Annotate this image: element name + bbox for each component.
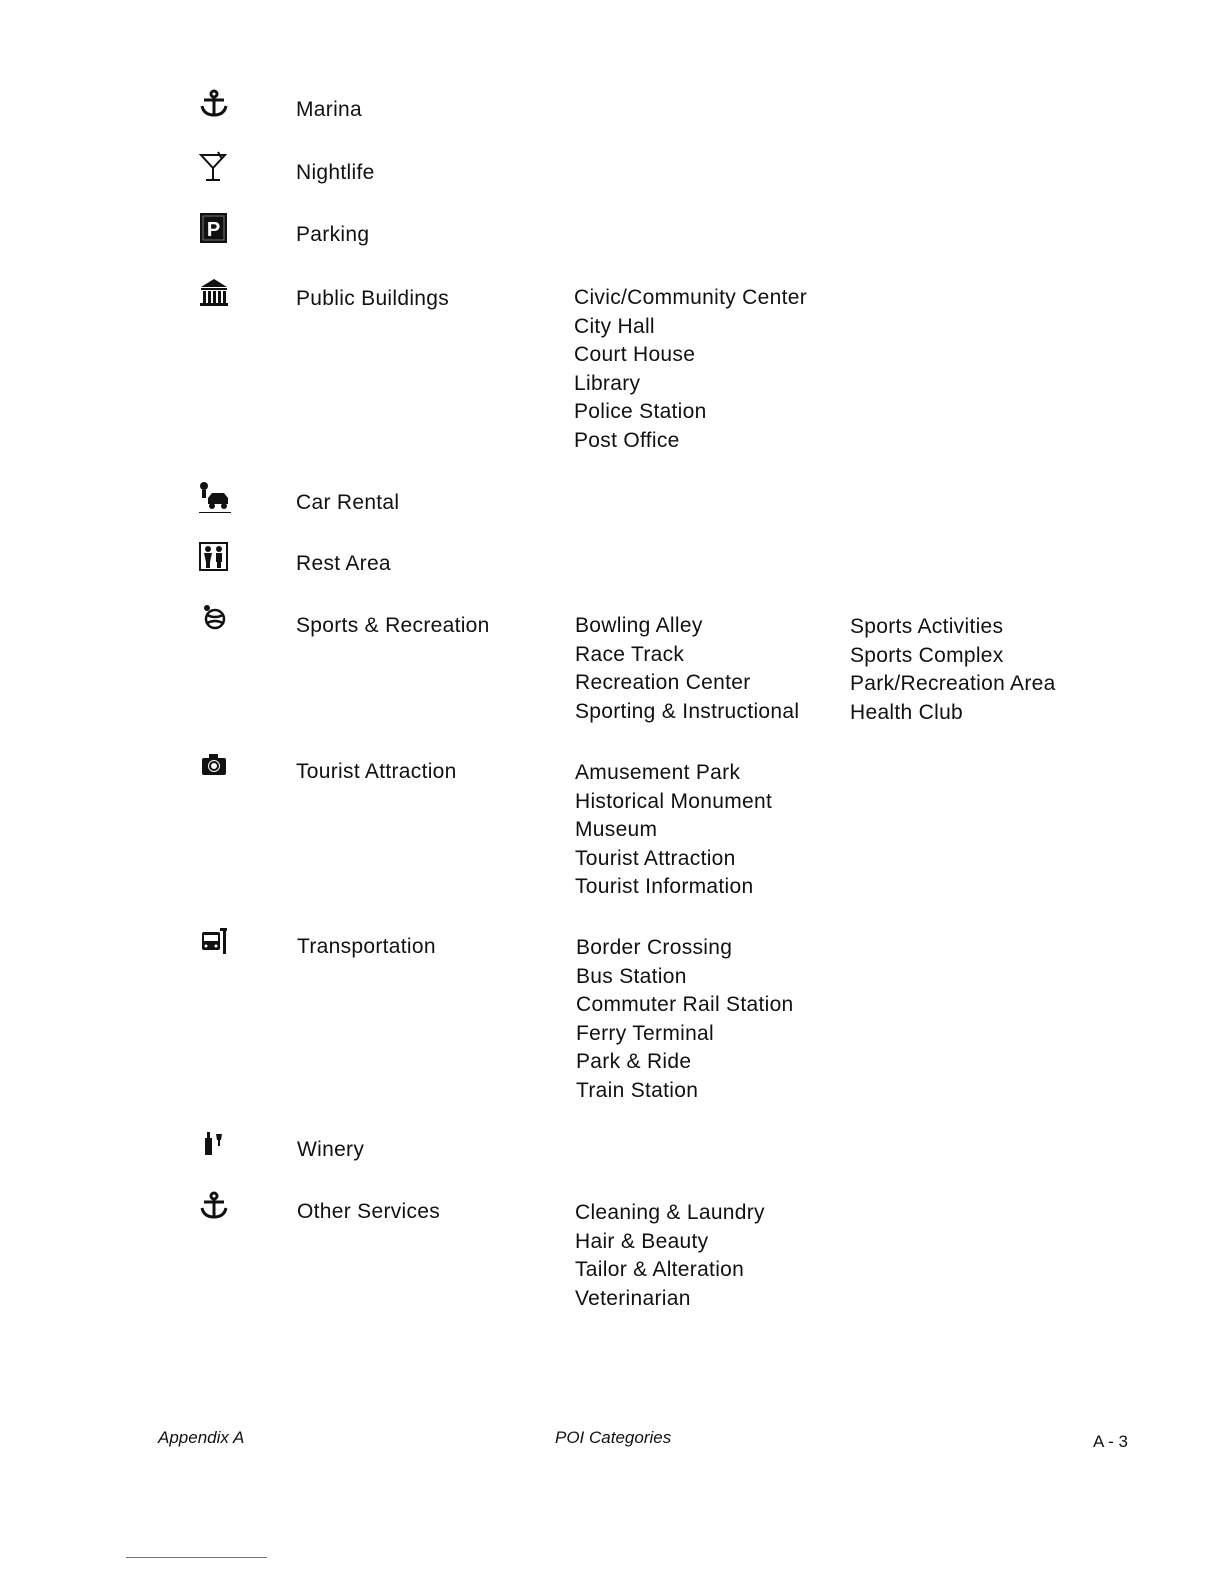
anchor-icon (196, 88, 232, 122)
category-label: Marina (296, 98, 362, 121)
rest-area-icon (196, 542, 232, 576)
subcategory-item: Bus Station (576, 964, 687, 988)
subcategory-item: City Hall (574, 314, 655, 338)
subcategory-list (576, 934, 794, 1106)
category-label: Tourist Attraction (296, 760, 457, 783)
camera-icon (196, 750, 232, 784)
footer-appendix: Appendix A (158, 1428, 245, 1447)
category-label: Other Services (297, 1200, 441, 1223)
subcategory-item: Tourist Information (575, 875, 754, 899)
subcategory-item: Recreation Center (575, 671, 751, 695)
subcategory-item: Historical Monument (575, 789, 773, 813)
subcategory-item: Border Crossing (576, 936, 733, 959)
subcategory-item: Ferry Terminal (576, 1021, 715, 1045)
subcategory-item: Sports Complex (850, 643, 1004, 667)
subcategory-item: Sporting & Instructional (575, 699, 800, 723)
subcategory-item: Health Club (850, 700, 964, 724)
subcategory-item: Post Office (574, 428, 680, 452)
category-label: Winery (297, 1138, 365, 1161)
subcategory-item: Race Track (575, 642, 685, 666)
sports-icon (196, 604, 232, 638)
car-rental-icon (196, 481, 232, 515)
bus-icon (196, 925, 232, 959)
subcategory-item: Tourist Attraction (575, 846, 736, 870)
public-building-icon (196, 277, 232, 311)
category-label: Sports & Recreation (296, 614, 490, 637)
subcategory-item: Park & Ride (576, 1050, 692, 1074)
subcategory-item: Museum (575, 818, 658, 842)
anchor-icon (196, 1190, 232, 1224)
bottom-rule (126, 1557, 267, 1558)
subcategory-item: Police Station (574, 400, 707, 424)
category-label: Car Rental (296, 491, 400, 514)
subcategory-list (575, 612, 799, 726)
category-label: Public Buildings (296, 287, 450, 310)
category-label: Transportation (297, 935, 436, 958)
footer-section-title: POI Categories (555, 1428, 672, 1447)
wine-icon (196, 1128, 232, 1162)
category-label: Nightlife (296, 161, 375, 184)
subcategory-list (575, 759, 772, 902)
subcategory-item: Amusement Park (575, 761, 741, 784)
subcategory-item: Tailor & Alteration (575, 1258, 745, 1282)
svg-text:P: P (206, 219, 221, 241)
subcategory-item: Park/Recreation Area (850, 672, 1056, 696)
cocktail-icon (196, 151, 232, 185)
page-number: A - 3 (1093, 1432, 1128, 1451)
category-label: Parking (296, 223, 370, 246)
subcategory-item: Veterinarian (575, 1286, 691, 1310)
subcategory-list (575, 1199, 765, 1313)
subcategory-item: Commuter Rail Station (576, 993, 794, 1017)
subcategory-item: Train Station (576, 1078, 699, 1102)
subcategory-item: Civic/Community Center (574, 286, 807, 309)
subcategory-item: Bowling Alley (575, 614, 703, 637)
subcategory-item: Cleaning & Laundry (575, 1201, 765, 1224)
subcategory-item: Sports Activities (850, 615, 1004, 638)
subcategory-item: Court House (574, 343, 696, 367)
subcategory-list-secondary (850, 613, 1056, 727)
subcategory-item: Hair & Beauty (575, 1229, 709, 1253)
subcategory-item: Library (574, 371, 641, 395)
subcategory-list (574, 284, 807, 456)
category-label: Rest Area (296, 552, 391, 575)
parking-icon (196, 212, 232, 246)
